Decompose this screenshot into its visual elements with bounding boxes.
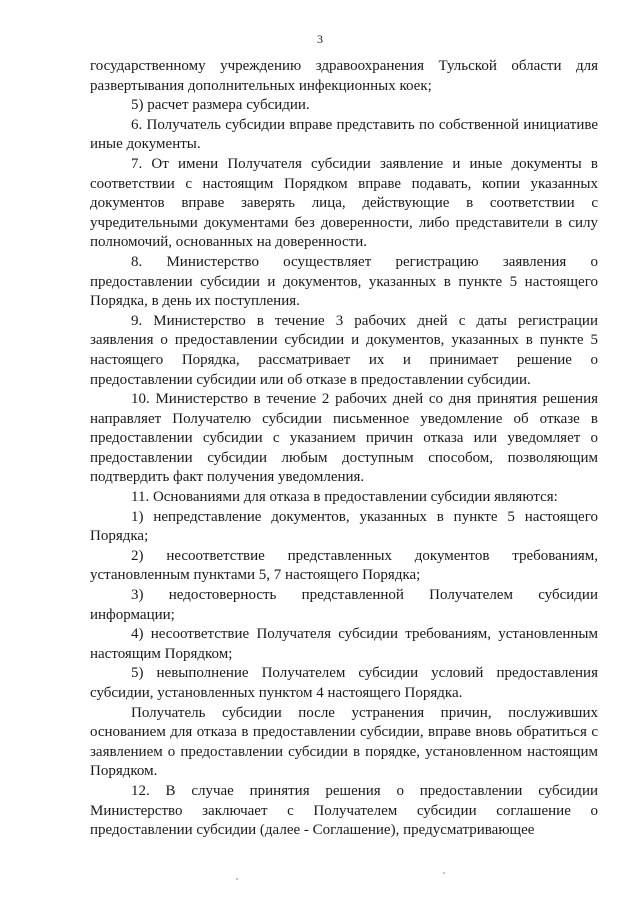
list-item-5: 5) расчет размера субсидии. <box>131 97 310 114</box>
scan-artifact-dot <box>443 872 445 874</box>
paragraph-11: 11. Основаниями для отказа в предоставлении субсидии являются: <box>131 489 558 506</box>
refusal-reason-2: 2) несоответствие представленных документов требованиям, установленным пунктами 5, 7 настоящего Порядка; <box>90 547 598 584</box>
paragraph-9: 9. Министерство в течение 3 рабочих дней с даты регистрации заявления о предоставлении субсидии и документов, указанных в пункте 5 настоящего Порядка, рассматривает их и принимает решение о предоставлении субсидии или об отказе в предоставлении субсидии. <box>90 312 598 388</box>
paragraph-6: 6. Получатель субсидии вправе представить по собственной инициативе иные документы. <box>90 116 598 153</box>
paragraph-continuation: государственному учреждению здравоохранения Тульской области для развертывания дополнительных инфекционных коек; <box>90 58 598 94</box>
refusal-reason-3: 3) недостоверность представленной Получателем субсидии информации; <box>90 587 598 623</box>
refusal-reason-4: 4) несоответствие Получателя субсидии требованиям, установленным настоящим Порядком; <box>90 626 598 662</box>
paragraph-7: 7. От имени Получателя субсидии заявление и иные документы в соответствии с настоящим Порядком вправе подавать, копии указанных документов вправе заверять лица, действующие в соответствии с учредительными документами без доверенности, либо представители в силу полномочий, основанных на доверенности. <box>90 155 598 251</box>
page-number: 3 <box>317 32 323 46</box>
document-body <box>90 57 598 841</box>
paragraph-10: 10. Министерство в течение 2 рабочих дней со дня принятия решения направляет Получателю субсидии письменное уведомление об отказе в предоставлении субсидии с указанием причин отказа или уведомляет о предоставлении субсидии любым доступным способом, позволяющим подтвердить факт получения уведомления. <box>90 391 598 486</box>
refusal-reason-1: 1) непредставление документов, указанных в пункте 5 настоящего Порядка; <box>90 508 598 545</box>
paragraph-12: 12. В случае принятия решения о предоставлении субсидии Министерство заключает с Получателем субсидии соглашение о предоставлении субсидии (далее - Соглашение), предусматривающее <box>90 782 598 839</box>
paragraph-8: 8. Министерство осуществляет регистрацию заявления о предоставлении субсидии и документов, указанных в пункте 5 настоящего Порядка, в день их поступления. <box>90 253 598 310</box>
paragraph-reapply: Получатель субсидии после устранения причин, послуживших основанием для отказа в предоставлении субсидии, вправе вновь обратиться с заявлением о предоставлении субсидии в порядке, установленном настоящим Порядком. <box>90 704 598 780</box>
scan-artifact-dot <box>236 878 238 880</box>
refusal-reason-5: 5) невыполнение Получателем субсидии условий предоставления субсидии, установленных пунктом 4 настоящего Порядка. <box>90 665 598 701</box>
